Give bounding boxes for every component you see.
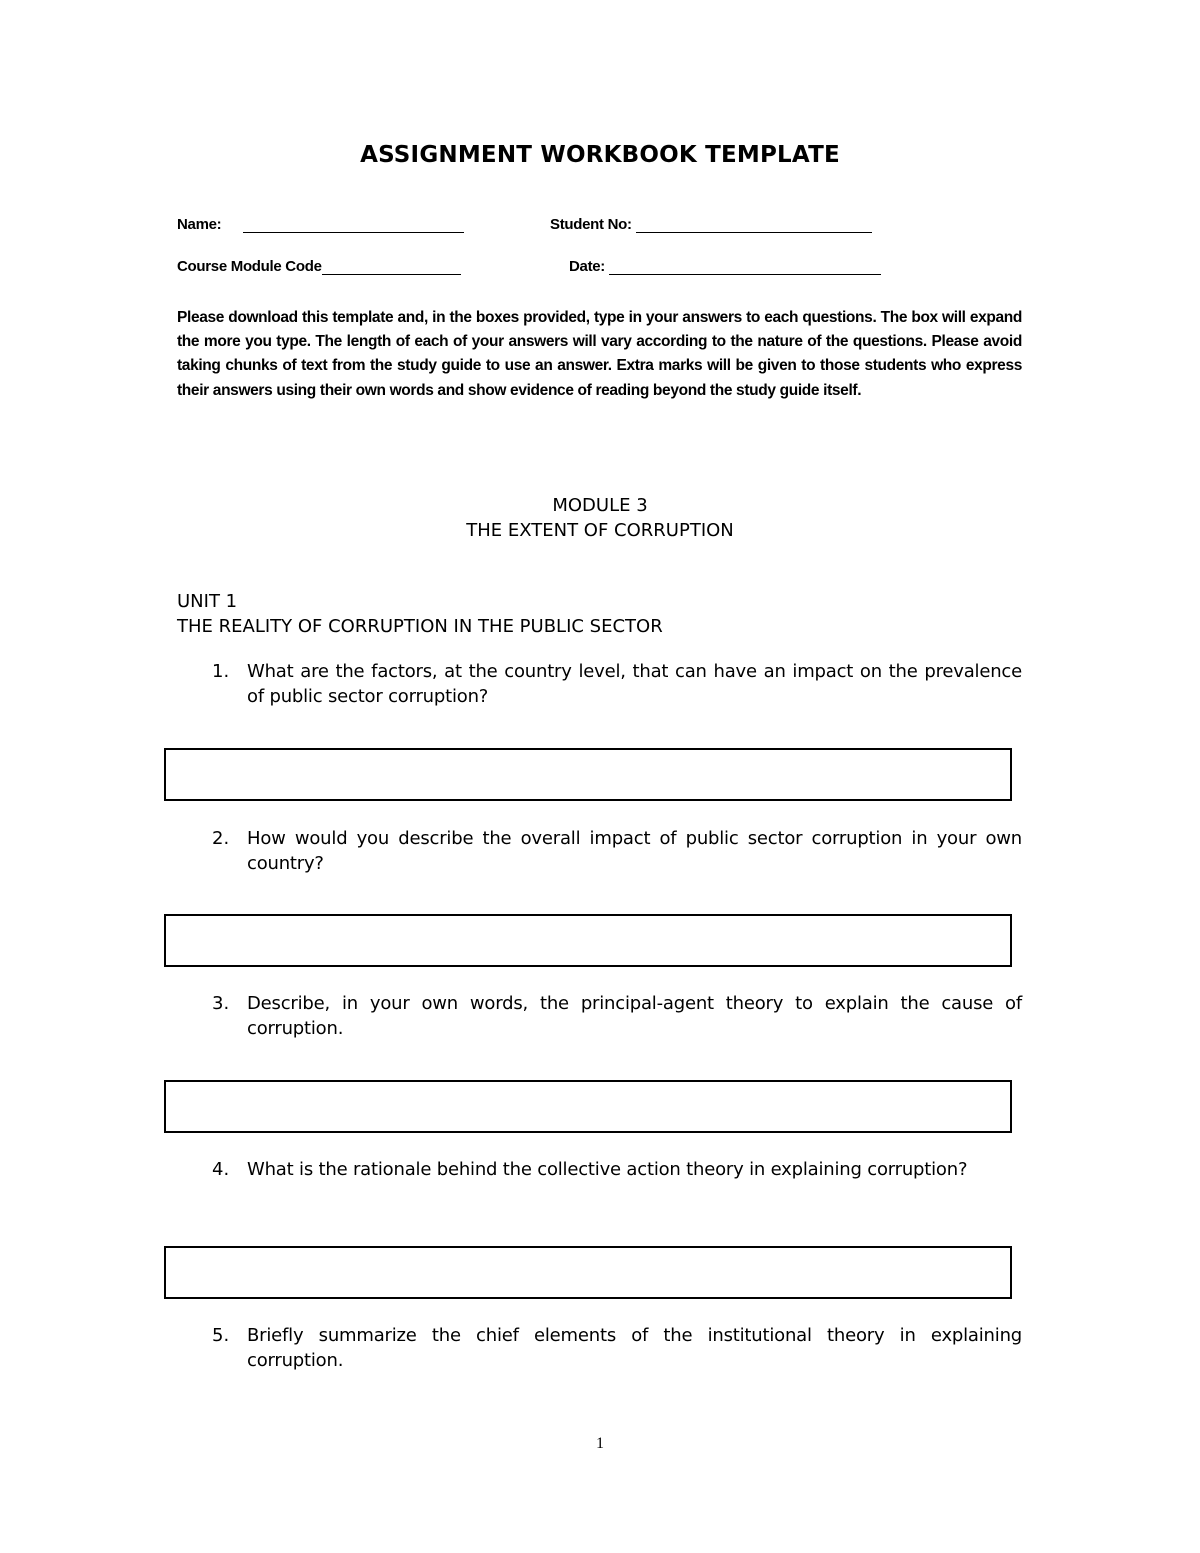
question-text: Briefly summarize the chief elements of the institutional theory in explaining corruption. — [247, 1325, 1022, 1371]
unit-heading — [177, 589, 663, 639]
date-label: Date: — [569, 258, 606, 275]
question-number: 2. — [212, 828, 230, 849]
document-title: ASSIGNMENT WORKBOOK TEMPLATE — [360, 142, 840, 168]
answer-box-2[interactable] — [164, 914, 1012, 967]
question-text: What are the factors, at the country level, that can have an impact on the prevalence of public sector corruption? — [247, 661, 1022, 707]
question-number: 3. — [212, 993, 230, 1014]
unit-number: UNIT 1 — [177, 591, 238, 612]
question-number: 4. — [212, 1159, 230, 1180]
question-number: 1. — [212, 661, 230, 682]
question-text: Describe, in your own words, the principal-agent theory to explain the cause of corruption. — [247, 993, 1022, 1039]
name-blank-line[interactable] — [243, 218, 464, 233]
instructions-paragraph: Please download this template and, in the boxes provided, type in your answers to each questions. The box will expand the more you type. The length of each of your answers will vary according to the nature of the questions. Please avoid taking chunks of text from the study guide to use an answer. Extra marks will be given to those students who express their answers using their own words and show evidence of reading beyond the study guide itself. — [177, 309, 1022, 399]
question-item — [177, 992, 1022, 1041]
answer-box-4[interactable] — [164, 1246, 1012, 1299]
question-item — [177, 1324, 1022, 1373]
module-number: MODULE 3 — [552, 495, 648, 516]
student-no-field[interactable] — [550, 216, 872, 233]
course-module-code-label: Course Module Code — [177, 258, 322, 275]
question-item — [177, 827, 1022, 876]
question-text: What is the rationale behind the collective action theory in explaining corruption? — [247, 1159, 968, 1180]
name-field[interactable] — [177, 216, 464, 233]
question-text: How would you describe the overall impact of public sector corruption in your own country? — [247, 828, 1022, 874]
unit-title: THE REALITY OF CORRUPTION IN THE PUBLIC SECTOR — [177, 616, 663, 637]
name-label: Name: — [177, 216, 222, 233]
page-number: 1 — [596, 1435, 604, 1452]
date-blank-line[interactable] — [609, 260, 881, 275]
answer-box-1[interactable] — [164, 748, 1012, 801]
question-item — [177, 1158, 1022, 1183]
module-title: THE EXTENT OF CORRUPTION — [466, 520, 734, 541]
question-number: 5. — [212, 1325, 230, 1346]
course-module-code-field[interactable] — [177, 258, 461, 275]
module-heading — [0, 493, 1200, 543]
student-no-label: Student No: — [550, 216, 632, 233]
student-no-blank-line[interactable] — [636, 218, 872, 233]
answer-box-3[interactable] — [164, 1080, 1012, 1133]
course-module-code-blank-line[interactable] — [322, 260, 461, 275]
date-field[interactable] — [569, 258, 881, 275]
question-item — [177, 660, 1022, 709]
